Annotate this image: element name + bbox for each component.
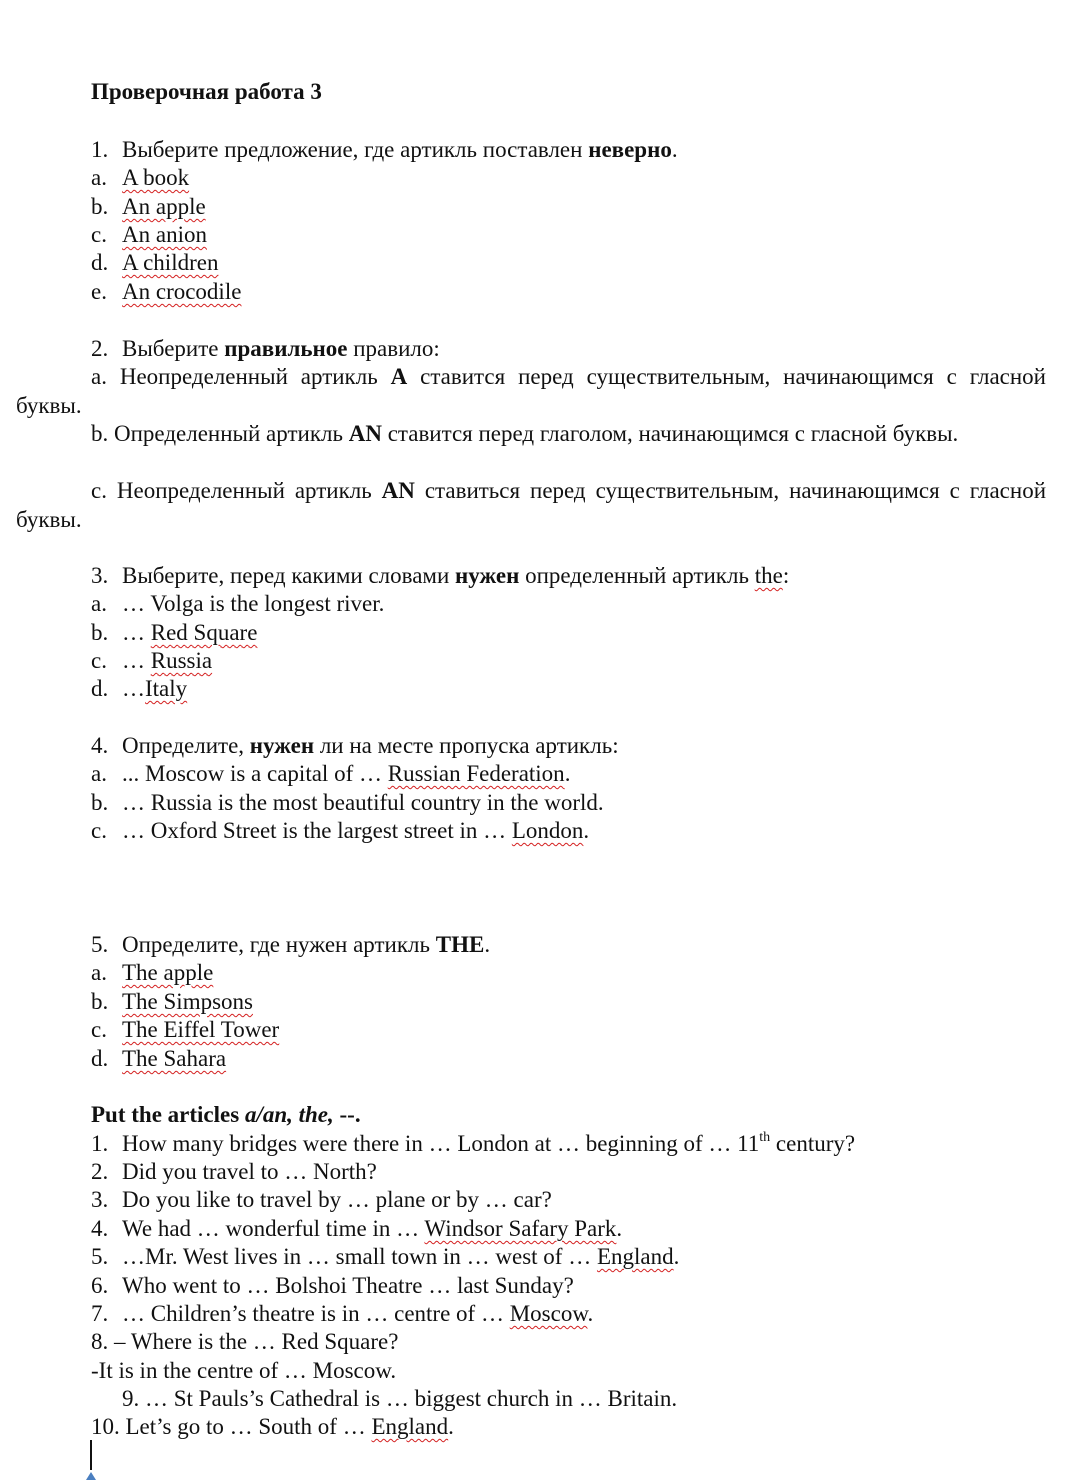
text-cursor [90, 1440, 92, 1470]
exercise-line-10: 10. Let’s go to … South of … England. [91, 1414, 454, 1439]
question-text: Выберите предложение, где артикль поставлен неверно. [122, 137, 678, 162]
exercise-line-8-answer: -It is in the centre of … Moscow. [91, 1358, 397, 1383]
question-number: 1. [91, 137, 109, 162]
section-heading: Put the articles a/an, the, --. [91, 1102, 361, 1127]
exercise-line-9: 9. … St Pauls’s Cathedral is … biggest church in … Britain. [122, 1386, 678, 1411]
exercise-line-8: 8. – Where is the … Red Square? [91, 1329, 399, 1354]
q2-option-b: b. Определенный артикль AN ставится перед глаголом, начинающимся с гласной буквы. [91, 421, 959, 446]
q2-option-c: c. Неопределенный артикль AN ставиться перед существительным, начинающимся с гласной буквы. [16, 478, 1046, 532]
document-title: Проверочная работа 3 [91, 79, 322, 104]
q2-option-a: a. Неопределенный артикль A ставится перед существительным, начинающимся с гласной буквы. [16, 364, 1046, 418]
document-page: Проверочная работа 3 1. Выберите предложение, где артикль поставлен неверно. a. A book b. An apple c. An anion d. A children e. An crocodile 2. Выберите правильное правило: a. Неопределенный артикль A ставится перед существительным, начинающимся с гласной буквы. b. Определенный артикль AN ставится перед глаголом, начинающимся с гласной буквы. c. Неопределенный артикль AN ставиться перед существительным, начинающимся с гласной буквы. 3. Выберите, перед какими словами нужен определенный артикль the: a. … Volga is the longest river. b. … Red Square c. … Russia d. …Italy 4. Определите, нужен ли на месте пропуска артикль: a. ... Moscow is a capital of … Russian Federation. b. … Russia is the most beautiful country in the world. c. … Oxford Street is the largest street in … London. 5. Определите, где нужен артикль THE. a. The apple b. The Simpsons c. The Eiffel Tower d. The Sahara Put the articles a/an, the, --. 1. How many bridges were there in … London at … beginning of … 11th century? 2. Did you travel to … North? 3. Do you like to travel by … plane or by … car? 4. We had … wonderful time in … Windsor Safary Park. 5. …Mr. West lives in … small town in … west of … England. 6. Who went to … Bolshoi Theatre … last Sunday? 7. … Children’s theatre is in … centre of … Moscow. 8. – Where is the … Red Square? -It is in the centre of … Moscow. 9. … St Pauls’s Cathedral is … biggest church in … Britain. 10. Let’s go to … South of … England. [0, 0, 1080, 1481]
selection-handle-icon[interactable] [86, 1472, 96, 1480]
